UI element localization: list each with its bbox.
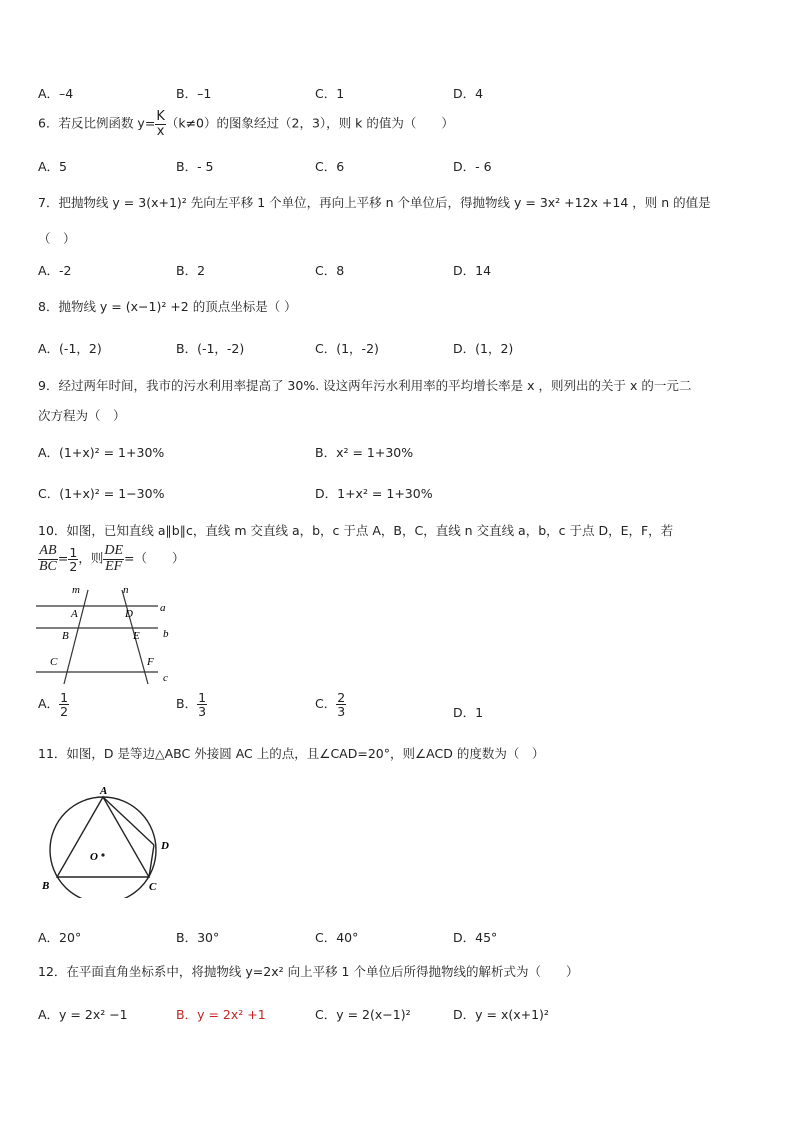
q8-option-c: C．(1，-2) (315, 341, 379, 356)
q6-fraction (155, 110, 166, 138)
q10-a-den: 2 (60, 704, 69, 720)
q10-option-a-prefix: A． (38, 696, 60, 712)
q8-option-a: A．(-1，2) (38, 341, 102, 356)
q11-option-d: D．45° (453, 930, 498, 945)
label-O: O (90, 851, 98, 863)
q10-c-den: 3 (337, 704, 346, 720)
q7-option-a: A．-2 (38, 263, 72, 278)
q6-option-a: A．5 (38, 159, 68, 174)
label-C: C (149, 881, 157, 893)
q9-option-c: C．(1+x)² = 1−30% (38, 486, 165, 501)
q8-option-d: D．(1，2) (453, 341, 514, 356)
q11-option-c: C．40° (315, 930, 359, 945)
label-b: b (163, 628, 169, 640)
q10-f1-den: BC (39, 558, 57, 574)
q6-frac-den: x (156, 123, 165, 139)
label-a: a (160, 602, 166, 614)
q6-option-c: C．6 (315, 159, 345, 174)
label-m: m (72, 584, 80, 596)
q10-option-a (38, 691, 69, 718)
label-F: F (147, 656, 154, 668)
q7-option-b: B．2 (176, 263, 206, 278)
q9-option-b: B．x² = 1+30% (315, 445, 414, 460)
q10-a-num: 1 (60, 690, 69, 705)
q5-option-a: A．–4 (38, 86, 74, 101)
q12-stem: 12．在平面直角坐标系中，将抛物线 y=2x² 向上平移 1 个单位后所得抛物线的解析式为（ ） (38, 964, 579, 979)
q12-option-a: A．y = 2x² −1 (38, 1007, 128, 1022)
q7-stem-line2: （ ） (38, 231, 76, 246)
q10-frac-half (68, 546, 78, 573)
q7-stem-line1: 7．把抛物线 y = 3(x+1)² 先向左平移 1 个单位，再向上平移 n 个单位后，得抛物线 y = 3x² +12x +14 ，则 n 的值是 (38, 195, 711, 210)
q11-circle-figure (38, 782, 178, 898)
q10-option-b-frac (197, 691, 207, 718)
q7-option-c: C．8 (315, 263, 345, 278)
q10-tail: =（ ） (124, 550, 185, 566)
q10-stem-line1: 10．如图，已知直线 a∥b∥c，直线 m 交直线 a，b，c 于点 A，B，C，直线 n 交直线 a，b，c 于点 D，E，F，若 (38, 523, 674, 538)
label-n: n (123, 584, 129, 596)
center-point (101, 853, 104, 856)
q10-b-den: 3 (198, 704, 207, 720)
q10-option-c (315, 691, 346, 718)
q10-option-b-prefix: B． (176, 696, 198, 712)
q9-stem-line2: 次方程为（ ） (38, 408, 126, 423)
q5-option-b: B．–1 (176, 86, 212, 101)
q9-option-d: D．1+x² = 1+30% (315, 486, 433, 501)
q8-stem: 8．抛物线 y = (x−1)² +2 的顶点坐标是（ ） (38, 299, 297, 314)
q10-f3-den: EF (105, 558, 123, 574)
label-A: A (71, 608, 78, 620)
label-D: D (125, 608, 133, 620)
q10-frac-de-ef (103, 544, 124, 574)
q10-b-num: 1 (198, 690, 207, 705)
q6-frac-num: K (156, 109, 165, 124)
q10-f3-num: DE (104, 543, 124, 558)
q12-option-b: B．y = 2x² +1 (176, 1007, 266, 1022)
q11-stem: 11．如图，D 是等边△ABC 外接圆 AC 上的点，且∠CAD=20°，则∠ACD 的度数为（ ） (38, 746, 545, 761)
q10-option-c-prefix: C． (315, 696, 337, 712)
label-C: C (50, 656, 58, 668)
q11-option-a: A．20° (38, 930, 82, 945)
q10-option-d: D．1 (453, 705, 484, 720)
q12-option-d: D．y = x(x+1)² (453, 1007, 549, 1022)
label-A: A (100, 785, 108, 797)
label-E: E (133, 630, 140, 642)
label-D: D (161, 840, 169, 852)
q10-frac-ab-bc (38, 544, 58, 574)
q10-c-num: 2 (337, 690, 346, 705)
q10-f2-num: 1 (69, 544, 78, 560)
q10-f2-den: 2 (69, 558, 78, 574)
triangle-abc (57, 797, 149, 877)
q10-option-a-frac (59, 691, 69, 718)
q8-option-b: B．(-1，-2) (176, 341, 245, 356)
q11-option-b: B．30° (176, 930, 220, 945)
q9-option-a: A．(1+x)² = 1+30% (38, 445, 165, 460)
q10-f1-num: AB (39, 543, 57, 558)
q10-parallel-lines-figure (36, 582, 186, 688)
q10-stem-line2 (38, 544, 185, 574)
label-B: B (42, 880, 50, 892)
q10-eq1: = (57, 550, 69, 566)
label-B: B (62, 630, 69, 642)
q5-option-c: C．1 (315, 86, 345, 101)
q10-option-b (176, 691, 207, 718)
q9-stem-line1: 9．经过两年时间，我市的污水利用率提高了 30%. 设这两年污水利用率的平均增长率是 x ，则列出的关于 x 的一元二 (38, 378, 692, 393)
q5-option-d: D．4 (453, 86, 484, 101)
q10-option-c-frac (336, 691, 346, 718)
q12-option-c: C．y = 2(x−1)² (315, 1007, 411, 1022)
q10-mid: ，则 (78, 550, 104, 566)
q6-stem-prefix: 6．若反比例函数 y= (38, 115, 156, 131)
label-c: c (163, 672, 168, 684)
q6-stem (38, 110, 454, 138)
q6-option-b: B．- 5 (176, 159, 214, 174)
q7-option-d: D．14 (453, 263, 492, 278)
q6-stem-suffix: （k≠0）的图象经过（2，3），则 k 的值为（ ） (165, 115, 454, 131)
q6-option-d: D．- 6 (453, 159, 492, 174)
circumcircle (50, 797, 156, 898)
